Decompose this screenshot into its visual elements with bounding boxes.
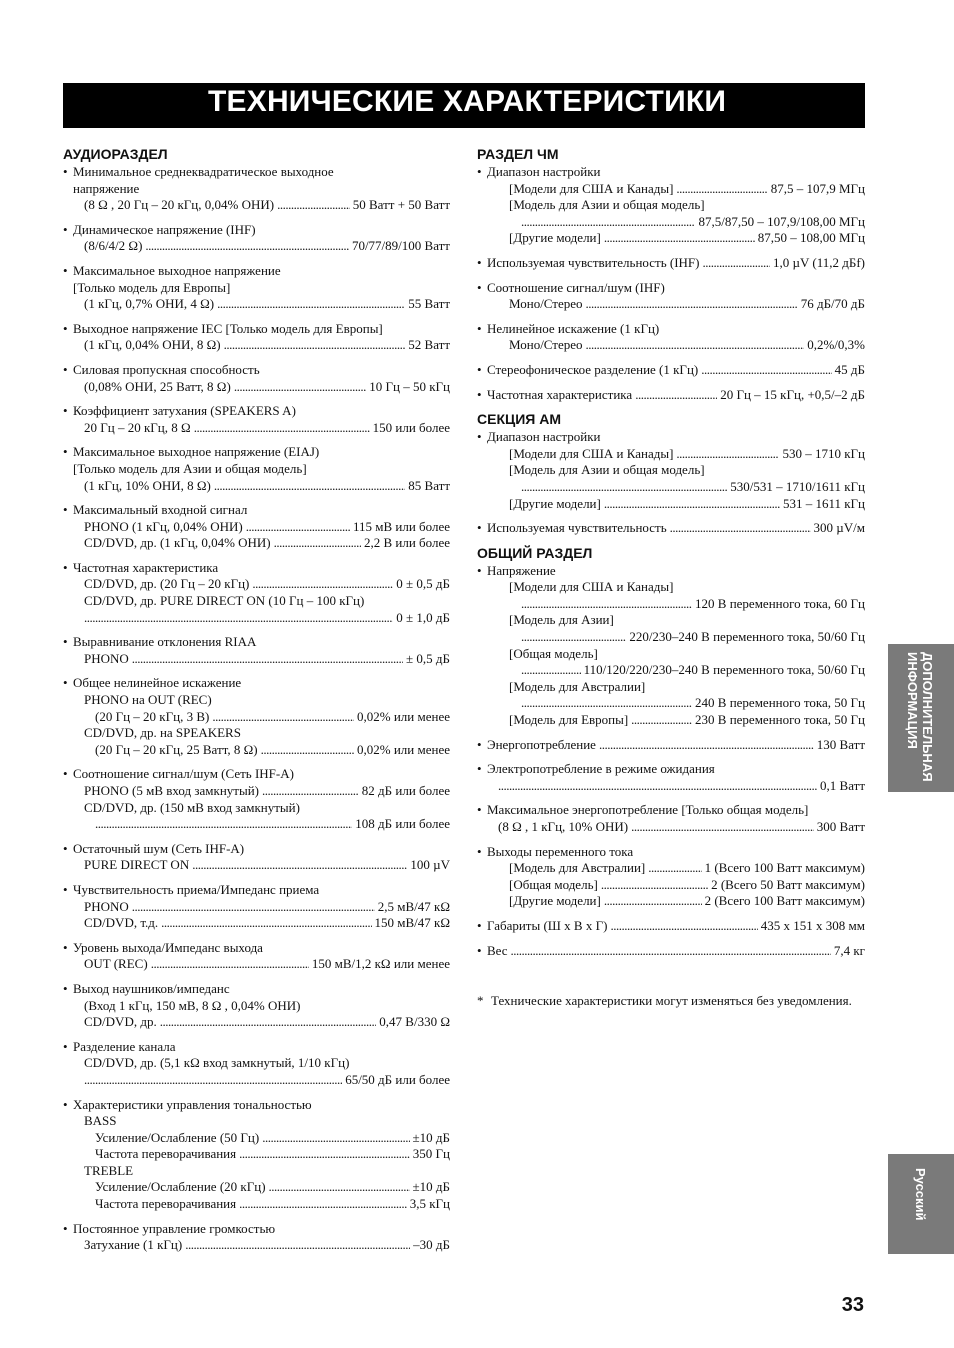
dot-leader xyxy=(212,709,354,726)
spec-label: Затухание (1 кГц) xyxy=(84,1237,183,1253)
spec-item xyxy=(477,362,865,379)
spec-value: 2 (Всего 50 Ватт максимум) xyxy=(711,876,865,892)
spec-value: 0 ± 1,0 дБ xyxy=(396,609,450,625)
spec-row xyxy=(63,956,450,973)
spec-title: • Нелинейное искажение (1 кГц) xyxy=(477,321,865,338)
dot-leader xyxy=(635,387,717,404)
spec-value: 50 Ватт + 50 Ватт xyxy=(352,197,450,213)
spec-item xyxy=(477,520,865,537)
spec-title: • Соотношение сигнал/шум (Сеть IHF-A) xyxy=(63,766,450,783)
spec-label: CD/DVD, др. (1 кГц, 0,04% ОНИ) xyxy=(84,535,271,551)
spec-title: • Выход наушников/импеданс xyxy=(63,981,450,998)
spec-value: 130 Ватт xyxy=(816,736,865,752)
spec-label: (20 Гц – 20 кГц, 25 Ватт, 8 Ω) xyxy=(95,741,258,757)
spec-label: Моно/Стерео xyxy=(509,296,583,312)
dot-leader xyxy=(145,238,349,255)
spec-row xyxy=(477,778,865,795)
dot-leader xyxy=(703,255,771,272)
spec-value: 1 (Всего 100 Ватт максимум) xyxy=(704,860,865,876)
section-heading: ОБЩИЙ РАЗДЕЛ xyxy=(477,544,593,561)
spec-row xyxy=(63,519,450,536)
dot-leader xyxy=(521,695,692,712)
left-column xyxy=(63,146,450,1262)
dot-leader xyxy=(277,197,350,214)
spec-condition: CD/DVD, др. PURE DIRECT ON (10 Гц – 100 кГц) xyxy=(84,593,365,609)
spec-item xyxy=(477,255,865,272)
spec-row xyxy=(477,387,865,404)
spec-value: 150 или более xyxy=(372,419,450,435)
dot-leader xyxy=(601,877,708,894)
spec-row xyxy=(63,742,450,759)
spec-section xyxy=(477,545,865,959)
spec-section xyxy=(477,411,865,537)
spec-label: (1 кГц, 0,04% ОНИ, 8 Ω) xyxy=(84,337,221,353)
spec-label: • Используемая чувствительность (IHF) xyxy=(487,254,700,270)
dot-leader xyxy=(194,420,370,437)
spec-condition: BASS xyxy=(84,1113,117,1129)
spec-title: • Диапазон настройки xyxy=(477,164,865,181)
spec-condition: [Модель для Азии] xyxy=(509,612,614,628)
dot-leader xyxy=(648,860,701,877)
spec-row xyxy=(63,857,450,874)
spec-item xyxy=(477,802,865,835)
spec-value: 0,02% или менее xyxy=(357,708,450,724)
spec-item xyxy=(63,1039,450,1089)
dot-leader xyxy=(521,662,581,679)
spec-label: • Частотная характеристика xyxy=(487,386,633,402)
dot-leader xyxy=(132,651,403,668)
dot-leader xyxy=(676,181,767,198)
spec-value: 100 µV xyxy=(410,857,450,873)
spec-subtitle: напряжение xyxy=(73,180,140,196)
spec-row xyxy=(63,535,450,552)
spec-row xyxy=(477,695,865,712)
dot-leader xyxy=(631,712,692,729)
spec-row xyxy=(63,899,450,916)
spec-value: 2 (Всего 100 Ватт максимум) xyxy=(704,893,865,909)
spec-condition: [Модели для США и Канады] xyxy=(509,579,674,595)
dot-leader xyxy=(521,214,695,231)
spec-row xyxy=(477,446,865,463)
spec-row xyxy=(63,1179,450,1196)
spec-value: 85 Ватт xyxy=(408,477,450,493)
spec-row xyxy=(477,520,865,537)
dot-leader xyxy=(132,899,375,916)
spec-item xyxy=(477,387,865,404)
spec-condition: PHONO на OUT (REC) xyxy=(84,692,212,708)
spec-item xyxy=(477,943,865,960)
spec-row xyxy=(63,709,450,726)
spec-label: CD/DVD, др. xyxy=(84,1014,157,1030)
dot-leader xyxy=(151,956,309,973)
spec-value: ± 0,5 дБ xyxy=(406,650,450,666)
dot-leader xyxy=(160,1014,377,1031)
spec-item xyxy=(477,737,865,754)
spec-row xyxy=(63,576,450,593)
spec-item xyxy=(477,844,865,910)
spec-value: 531 – 1611 кГц xyxy=(782,495,865,511)
spec-label: • Вес xyxy=(487,942,508,958)
spec-row xyxy=(477,737,865,754)
dot-leader xyxy=(599,737,814,754)
footnote-text: Технические характеристики могут изменяться без уведомления. xyxy=(491,993,852,1009)
spec-subtitle: [Только модель для Европы] xyxy=(73,279,231,295)
spec-value: 20 Гц – 15 кГц, +0,5/–2 дБ xyxy=(720,386,865,402)
spec-row xyxy=(63,1130,450,1147)
spec-title: • Соотношение сигнал/шум (IHF) xyxy=(477,280,865,297)
spec-value: 150 мВ/47 кΩ xyxy=(374,915,450,931)
spec-title: • Коэффициент затухания (SPEAKERS A) xyxy=(63,403,450,420)
spec-item xyxy=(477,429,865,512)
spec-title: • Выравнивание отклонения RIAA xyxy=(63,634,450,651)
right-column xyxy=(477,146,865,1010)
page-title: ТЕХНИЧЕСКИЕ ХАРАКТЕРИСТИКИ xyxy=(208,85,727,118)
spec-value: 300 Ватт xyxy=(816,819,865,834)
spec-item xyxy=(63,940,450,973)
spec-item xyxy=(477,563,865,729)
dot-leader xyxy=(262,783,359,800)
spec-title: • Уровень выхода/Импеданс выхода xyxy=(63,940,450,957)
spec-value: 230 В переменного тока, 50 Гц xyxy=(695,712,865,728)
spec-value: 10 Гц – 50 кГц xyxy=(369,378,450,394)
spec-section xyxy=(477,146,865,403)
spec-label: PHONO (1 кГц, 0,04% ОНИ) xyxy=(84,518,243,534)
spec-value: 120 В переменного тока, 60 Гц xyxy=(695,595,865,611)
spec-value: 2,2 В или более xyxy=(363,535,450,551)
spec-label: Частота переворачивания xyxy=(95,1196,237,1212)
spec-label: PURE DIRECT ON xyxy=(84,857,190,873)
spec-value: 82 дБ или более xyxy=(361,783,450,798)
spec-value: 70/77/89/100 Ватт xyxy=(351,238,450,254)
spec-item xyxy=(63,634,450,667)
language-tab-label: Русский xyxy=(913,1168,928,1221)
spec-value: 350 Гц xyxy=(412,1146,450,1162)
dot-leader xyxy=(262,1130,409,1147)
spec-label: Усиление/Ослабление (20 кГц) xyxy=(95,1179,266,1195)
spec-value: ±10 дБ xyxy=(412,1129,450,1145)
section-heading: АУДИОРАЗДЕЛ xyxy=(63,146,168,162)
spec-item xyxy=(63,1097,450,1213)
spec-label: [Модели для США и Канады] xyxy=(509,180,674,196)
spec-condition: [Модель для Австралии] xyxy=(509,678,646,694)
dot-leader xyxy=(261,742,354,759)
spec-value: 52 Ватт xyxy=(408,337,450,353)
spec-row xyxy=(477,181,865,198)
spec-label: (8/6/4/2 Ω) xyxy=(84,238,143,254)
spec-value: 65/50 дБ или более xyxy=(345,1071,450,1087)
spec-title: • Выходное напряжение IEC [Только модель для Европы] xyxy=(63,321,450,338)
spec-title: • Постоянное управление громкостью xyxy=(63,1221,450,1238)
spec-label: Частота переворачивания xyxy=(95,1146,237,1162)
spec-value: –30 дБ xyxy=(413,1237,450,1253)
spec-value: 0 ± 0,5 дБ xyxy=(396,576,450,592)
spec-condition: TREBLE xyxy=(84,1162,134,1178)
dot-leader xyxy=(631,819,814,836)
dot-leader xyxy=(161,915,371,932)
spec-row xyxy=(63,296,450,313)
spec-label: [Другие модели] xyxy=(509,495,601,511)
dot-leader xyxy=(521,479,727,496)
spec-value: 530 – 1710 кГц xyxy=(782,445,865,461)
spec-title: • Выходы переменного тока xyxy=(477,844,865,861)
spec-item xyxy=(477,321,865,354)
spec-value: 87,5/87,50 – 107,9/108,00 МГц xyxy=(698,213,865,229)
spec-row xyxy=(63,337,450,354)
spec-value: 108 дБ или более xyxy=(355,816,450,832)
dot-leader xyxy=(610,918,757,935)
spec-item xyxy=(63,502,450,552)
spec-item xyxy=(63,841,450,874)
spec-title: • Разделение канала xyxy=(63,1039,450,1056)
spec-row xyxy=(63,1237,450,1254)
spec-condition: [Модель для Азии и общая модель] xyxy=(509,197,705,213)
dot-leader xyxy=(269,1179,410,1196)
spec-label: PHONO xyxy=(84,898,129,914)
spec-label: (8 Ω , 20 Гц – 20 кГц, 0,04% ОНИ) xyxy=(84,197,275,213)
spec-item xyxy=(63,560,450,626)
spec-row xyxy=(63,651,450,668)
spec-label: (0,08% ОНИ, 25 Ватт, 8 Ω) xyxy=(84,378,231,394)
spec-label: Усиление/Ослабление (50 Гц) xyxy=(95,1129,260,1145)
spec-row xyxy=(477,943,865,960)
spec-label: CD/DVD, т.д. xyxy=(84,915,159,931)
spec-value: 220/230–240 В переменного тока, 50/60 Гц xyxy=(629,629,865,645)
spec-row xyxy=(63,238,450,255)
spec-value: 0,1 Ватт xyxy=(820,777,865,793)
section-tab-label-line: ИНФОРМАЦИЯ xyxy=(905,652,920,749)
spec-title: • Электропотребление в режиме ожидания xyxy=(477,761,865,778)
spec-item xyxy=(63,164,450,214)
spec-item xyxy=(477,761,865,794)
spec-condition: [Общая модель] xyxy=(509,645,598,661)
spec-value: 530/531 – 1710/1611 кГц xyxy=(730,478,865,494)
dot-leader xyxy=(701,362,831,379)
spec-label: (1 кГц, 10% ОНИ, 8 Ω) xyxy=(84,477,211,493)
spec-label: [Модель для Австралии] xyxy=(509,860,646,876)
spec-row xyxy=(477,362,865,379)
spec-item xyxy=(477,280,865,313)
spec-row xyxy=(63,816,450,833)
spec-title: • Динамическое напряжение (IHF) xyxy=(63,222,450,239)
spec-item xyxy=(63,362,450,395)
spec-row xyxy=(63,610,450,627)
spec-value: 1,0 µV (11,2 дБf) xyxy=(773,254,865,270)
spec-row xyxy=(477,893,865,910)
spec-item xyxy=(63,675,450,758)
dot-leader xyxy=(239,1146,410,1163)
spec-row xyxy=(63,1014,450,1031)
spec-row xyxy=(63,1146,450,1163)
spec-title: • Диапазон настройки xyxy=(477,429,865,446)
dot-leader xyxy=(84,1072,342,1089)
spec-title: • Максимальное выходное напряжение (EIAJ) xyxy=(63,444,450,461)
dot-leader xyxy=(274,535,361,552)
spec-row xyxy=(63,197,450,214)
dot-leader xyxy=(498,778,817,795)
spec-label: OUT (REC) xyxy=(84,956,148,972)
spec-row xyxy=(477,337,865,354)
spec-label: [Модели для США и Канады] xyxy=(509,445,674,461)
spec-value: 110/120/220/230–240 В переменного тока, 50/60 Гц xyxy=(583,662,865,678)
spec-row xyxy=(477,296,865,313)
dot-leader xyxy=(214,478,405,495)
spec-value: 0,47 В/330 Ω xyxy=(379,1014,450,1030)
spec-title: • Общее нелинейное искажение xyxy=(63,675,450,692)
spec-value: 2,5 мВ/47 кΩ xyxy=(377,898,450,914)
dot-leader xyxy=(586,337,805,354)
spec-item xyxy=(63,882,450,932)
spec-label: (8 Ω , 1 кГц, 10% ОНИ) xyxy=(498,819,629,834)
footnote-mark: * xyxy=(477,993,484,1009)
spec-title: • Частотная характеристика xyxy=(63,560,450,577)
spec-value: 115 мВ или более xyxy=(352,518,450,534)
spec-row xyxy=(477,255,865,272)
spec-row xyxy=(477,918,865,935)
spec-label: • Используемая чувствительность xyxy=(487,520,667,536)
spec-row xyxy=(63,420,450,437)
spec-title: • Минимальное среднеквадратическое выходное xyxy=(63,164,450,181)
spec-item xyxy=(63,444,450,494)
spec-condition: CD/DVD, др. на SPEAKERS xyxy=(84,725,241,741)
dot-leader xyxy=(252,576,393,593)
spec-row xyxy=(63,1196,450,1213)
spec-row xyxy=(477,230,865,247)
spec-value: 0,2%/0,3% xyxy=(807,337,865,353)
spec-row xyxy=(63,478,450,495)
spec-value: 0,02% или менее xyxy=(357,741,450,757)
dot-leader xyxy=(604,230,755,247)
dot-leader xyxy=(185,1237,410,1254)
spec-item xyxy=(63,981,450,1031)
spec-row xyxy=(477,629,865,646)
spec-title: • Характеристики управления тональностью xyxy=(63,1097,450,1114)
spec-row xyxy=(477,662,865,679)
language-tab xyxy=(888,1154,954,1254)
spec-row xyxy=(63,379,450,396)
section-tab-label-line: ДОПОЛНИТЕЛЬНАЯ xyxy=(920,652,935,782)
spec-item xyxy=(477,164,865,247)
spec-row xyxy=(477,819,865,836)
spec-title: • Напряжение xyxy=(477,563,865,580)
footnote xyxy=(477,993,865,1010)
spec-item xyxy=(63,403,450,436)
dot-leader xyxy=(246,519,350,536)
spec-value: 76 дБ/70 дБ xyxy=(800,296,865,312)
title-bar xyxy=(63,83,865,128)
spec-condition: (Вход 1 кГц, 150 мВ, 8 Ω , 0,04% ОНИ) xyxy=(84,997,301,1013)
dot-leader xyxy=(234,379,366,396)
spec-value: 150 мВ/1,2 кΩ или менее xyxy=(311,956,450,972)
dot-leader xyxy=(670,520,811,537)
spec-condition: [Модель для Азии и общая модель] xyxy=(509,462,705,478)
dot-leader xyxy=(95,816,352,833)
spec-item xyxy=(63,321,450,354)
spec-condition: CD/DVD, др. (150 мВ вход замкнутый) xyxy=(84,799,300,815)
spec-label: PHONO (5 мВ вход замкнутый) xyxy=(84,783,259,798)
spec-value: 55 Ватт xyxy=(408,296,450,312)
spec-title: • Максимальное энергопотребление [Только общая модель] xyxy=(477,802,865,819)
spec-row xyxy=(63,915,450,932)
dot-leader xyxy=(521,629,626,646)
spec-row xyxy=(477,877,865,894)
section-tab-additional-info xyxy=(888,644,954,792)
spec-condition: CD/DVD, др. (5,1 кΩ вход замкнутый, 1/10 кГц) xyxy=(84,1055,350,1071)
spec-label: (1 кГц, 0,7% ОНИ, 4 Ω) xyxy=(84,296,215,312)
spec-row xyxy=(477,479,865,496)
spec-label: • Стереофоническое разделение (1 кГц) xyxy=(487,361,699,377)
spec-row xyxy=(477,860,865,877)
spec-row xyxy=(477,496,865,513)
spec-row xyxy=(477,596,865,613)
spec-item xyxy=(63,222,450,255)
spec-label: CD/DVD, др. (20 Гц – 20 кГц) xyxy=(84,576,250,592)
spec-value: 7,4 кг xyxy=(833,942,865,958)
spec-label: [Другие модели] xyxy=(509,230,601,246)
dot-leader xyxy=(521,596,692,613)
spec-label: 20 Гц – 20 кГц, 8 Ω xyxy=(84,419,191,435)
spec-label: [Модель для Европы] xyxy=(509,712,629,728)
spec-value: 240 В переменного тока, 50 Гц xyxy=(695,695,865,711)
page-number: 33 xyxy=(841,1294,864,1316)
spec-item xyxy=(63,1221,450,1254)
dot-leader xyxy=(224,337,406,354)
spec-value: 45 дБ xyxy=(834,361,865,377)
dot-leader xyxy=(604,893,702,910)
spec-title: • Максимальное выходное напряжение xyxy=(63,263,450,280)
spec-label: PHONO xyxy=(84,650,129,666)
spec-subtitle: [Только модель для Азии и общая модель] xyxy=(73,460,307,476)
dot-leader xyxy=(84,610,393,627)
spec-section xyxy=(63,146,450,1254)
spec-label: [Другие модели] xyxy=(509,893,601,909)
dot-leader xyxy=(217,296,405,313)
spec-value: 300 µV/м xyxy=(813,520,865,536)
spec-title: • Силовая пропускная способность xyxy=(63,362,450,379)
spec-label: • Энергопотребление xyxy=(487,736,596,752)
spec-value: ±10 дБ xyxy=(412,1179,450,1195)
spec-item xyxy=(63,766,450,832)
spec-label: Моно/Стерео xyxy=(509,337,583,353)
spec-value: 3,5 кГц xyxy=(409,1196,450,1212)
spec-label: (20 Гц – 20 кГц, 3 В) xyxy=(95,708,210,724)
spec-label: [Общая модель] xyxy=(509,876,598,892)
dot-leader xyxy=(586,296,798,313)
spec-title: • Максимальный входной сигнал xyxy=(63,502,450,519)
spec-item xyxy=(63,263,450,313)
spec-value: 87,50 – 108,00 МГц xyxy=(757,230,865,246)
dot-leader xyxy=(239,1196,407,1213)
dot-leader xyxy=(676,446,779,463)
spec-title: • Чувствительность приема/Импеданс приема xyxy=(63,882,450,899)
dot-leader xyxy=(192,857,407,874)
spec-row xyxy=(63,783,450,800)
spec-value: 87,5 – 107,9 МГц xyxy=(770,180,865,196)
section-heading: РАЗДЕЛ ЧМ xyxy=(477,146,559,162)
spec-label: • Габариты (Ш х В х Г) xyxy=(487,917,608,933)
spec-row xyxy=(477,214,865,231)
section-heading: СЕКЦИЯ АМ xyxy=(477,411,562,428)
spec-item xyxy=(477,918,865,935)
spec-row xyxy=(63,1072,450,1089)
dot-leader xyxy=(511,943,831,960)
spec-title: • Остаточный шум (Сеть IHF-A) xyxy=(63,841,450,858)
spec-value: 435 х 151 х 308 мм xyxy=(760,917,865,933)
dot-leader xyxy=(604,496,780,513)
spec-row xyxy=(477,712,865,729)
